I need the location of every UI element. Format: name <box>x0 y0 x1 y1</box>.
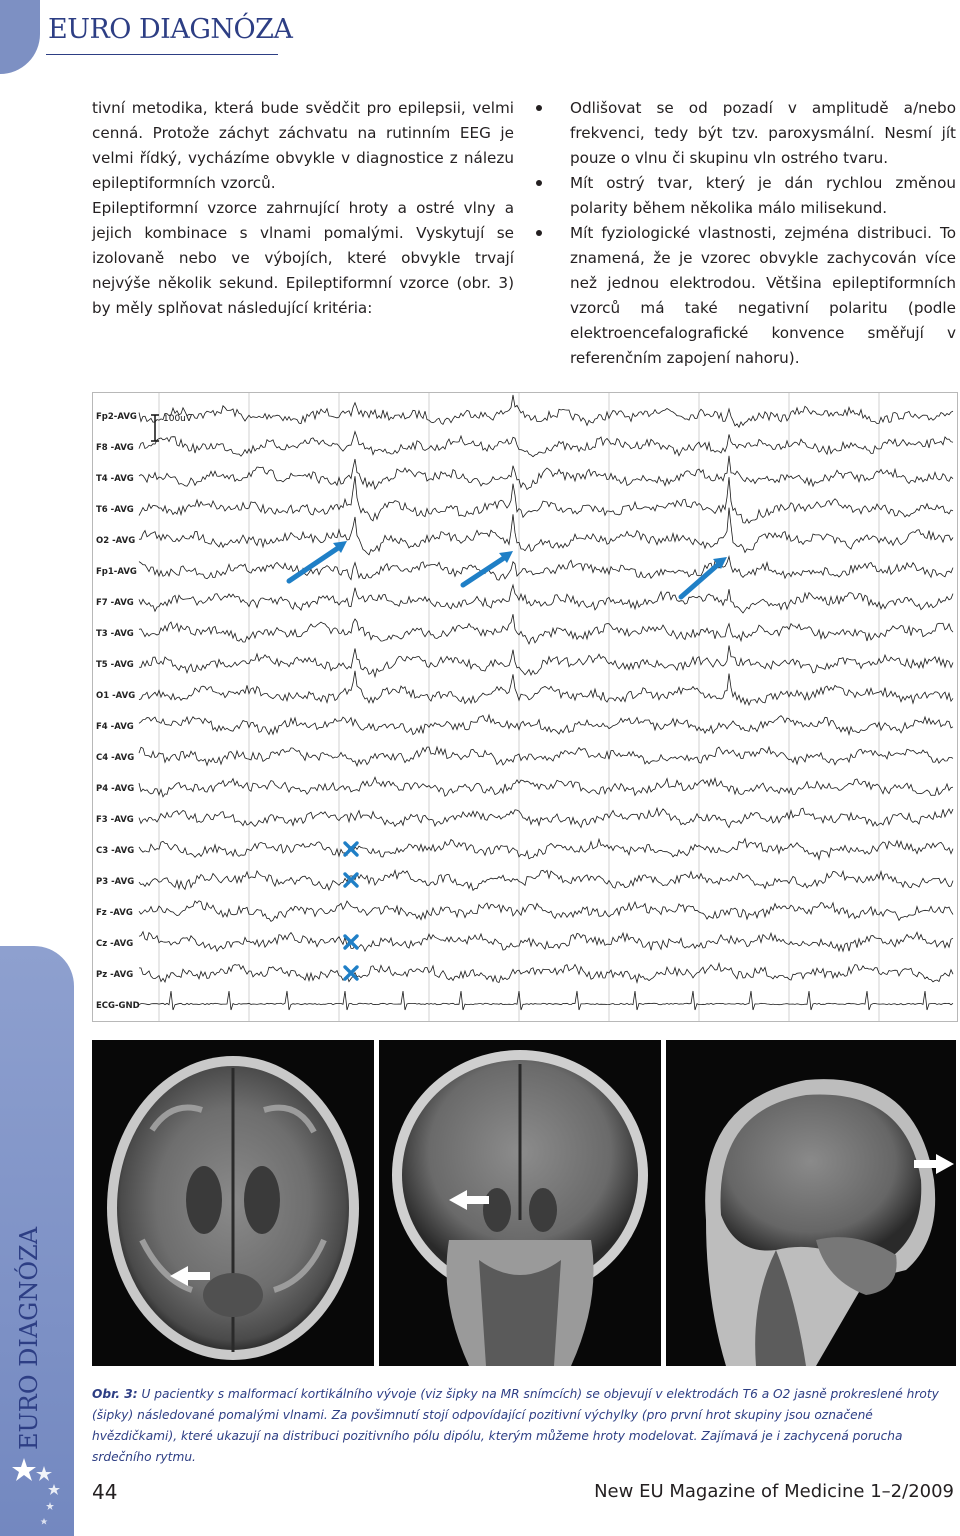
spike-arrow <box>463 556 507 585</box>
eeg-trace <box>139 901 953 922</box>
eeg-trace <box>139 476 953 523</box>
eeg-trace-canvas <box>93 393 957 1021</box>
eeg-recording <box>92 392 958 1022</box>
criteria-item: Mít fyziologické vlastnosti, zejména distribuci. To znamená, že je vzorec obvykle zachycován více než jednou elektrodou. Většina epileptiformních vzorců má také negativní polaritu (podle elektroencefalografické konvence směřují v referenčním zapojení nahoru). <box>570 221 956 371</box>
eeg-channel-label: O2 -AVG <box>96 536 136 546</box>
eeg-channel-label: Pz -AVG <box>96 970 134 980</box>
stars-decoration <box>0 1440 74 1536</box>
eeg-trace <box>139 963 953 982</box>
mri-sagittal-image <box>666 1040 956 1366</box>
header-rule <box>46 54 278 55</box>
paragraph: Epileptiformní vzorce zahrnující hroty a ostré vlny a jejich kombinace s vlnami pomalými. Vyskytují se izolovaně nebo ve výbojích, které obvykle trvají nejvýše několik sekund. Epileptiformní vzorce (obr. 3) by měly splňovat následující kritéria: <box>92 199 514 317</box>
eeg-trace <box>139 585 953 613</box>
eeg-trace <box>139 777 953 797</box>
eeg-trace <box>139 715 953 735</box>
eeg-trace <box>139 508 953 555</box>
magazine-footer: New EU Magazine of Medicine 1–2/2009 <box>594 1481 954 1502</box>
eeg-trace <box>139 991 953 1010</box>
paragraph: tivní metodika, která bude svědčit pro epilepsii, velmi cenná. Protože záchyt záchvatu na rutinním EEG je velmi řídký, vycházíme obvykle v diagnostice z nálezu epileptiformních vzorců. <box>92 99 514 192</box>
eeg-trace <box>139 557 953 581</box>
star-icon <box>46 1502 54 1510</box>
caption-label: Obr. 3: <box>92 1387 138 1401</box>
eeg-channel-label: F3 -AVG <box>96 815 134 825</box>
left-text-column <box>92 96 514 321</box>
eeg-trace <box>139 456 953 490</box>
eeg-channel-label: Fz -AVG <box>96 908 133 918</box>
mri-coronal-image <box>379 1040 661 1366</box>
spike-arrow <box>681 562 721 597</box>
eeg-trace <box>139 646 953 677</box>
header-tab <box>0 0 40 74</box>
eeg-trace <box>139 747 953 766</box>
figure-caption <box>92 1384 956 1468</box>
page-number: 44 <box>92 1480 118 1504</box>
eeg-channel-label: P4 -AVG <box>96 784 135 794</box>
eeg-channel-label: P3 -AVG <box>96 877 135 887</box>
eeg-channel-label: ECG-GND <box>96 1001 140 1011</box>
eeg-channel-label: T3 -AVG <box>96 629 134 639</box>
star-icon <box>41 1518 48 1525</box>
eeg-channel-label: C4 -AVG <box>96 753 135 763</box>
eeg-channel-label: C3 -AVG <box>96 846 135 856</box>
criteria-item: Mít ostrý tvar, který je dán rychlou změnou polarity během několika málo milisekund. <box>570 171 956 221</box>
eeg-channel-label: T5 -AVG <box>96 660 134 670</box>
star-icon <box>48 1484 60 1495</box>
eeg-trace <box>139 614 953 644</box>
eeg-trace <box>139 808 953 827</box>
mri-axial-image <box>92 1040 374 1366</box>
eeg-channel-label: F8 -AVG <box>96 443 134 453</box>
criteria-item: Odlišovat se od pozadí v amplitudě a/nebo frekvenci, tedy být tzv. paroxysmální. Nesmí jít pouze o vlnu či skupinu vln ostrého tvaru. <box>570 96 956 171</box>
star-icon <box>12 1458 36 1481</box>
eeg-trace <box>139 432 953 457</box>
asterisk-marker-icon <box>345 936 357 948</box>
eeg-channel-label: F7 -AVG <box>96 598 134 608</box>
eeg-channel-label: Fp2-AVG <box>96 412 137 422</box>
side-section-label: EURO DIAGNÓZA <box>15 1226 43 1450</box>
scale-label: 100uV <box>163 414 193 424</box>
eeg-channel-label: O1 -AVG <box>96 691 136 701</box>
eeg-channel-label: T6 -AVG <box>96 505 134 515</box>
eeg-channel-label: Fp1-AVG <box>96 567 137 577</box>
eeg-trace <box>139 395 953 427</box>
eeg-trace <box>139 932 953 952</box>
eeg-channel-label: T4 -AVG <box>96 474 134 484</box>
caption-text: U pacientky s malformací kortikálního vývoje (viz šipky na MR snímcích) se objevují v elektrodách T6 a O2 jasně prokreslené hroty (šipky) následované pomalými vlnami. Za povšimnutí stojí odpovídající pozitivní výchylky (pro první hrot skupiny jsou označené hvězdičkami), které ukazují na distribuci pozitivního pólu dipólu, kterým můžeme hroty modelovat. Zajímavá je i zachycená porucha srdečního rytmu. <box>92 1387 939 1464</box>
eeg-trace <box>139 839 953 860</box>
magazine-section-title: EURO DIAGNÓZA <box>48 14 293 45</box>
eeg-trace <box>139 870 953 890</box>
asterisk-marker-icon <box>345 843 357 855</box>
star-icon <box>36 1466 52 1481</box>
eeg-channel-label: F4 -AVG <box>96 722 134 732</box>
criteria-list <box>570 96 956 371</box>
eeg-trace <box>139 671 953 705</box>
spike-arrow <box>289 546 341 581</box>
eeg-channel-label: Cz -AVG <box>96 939 134 949</box>
